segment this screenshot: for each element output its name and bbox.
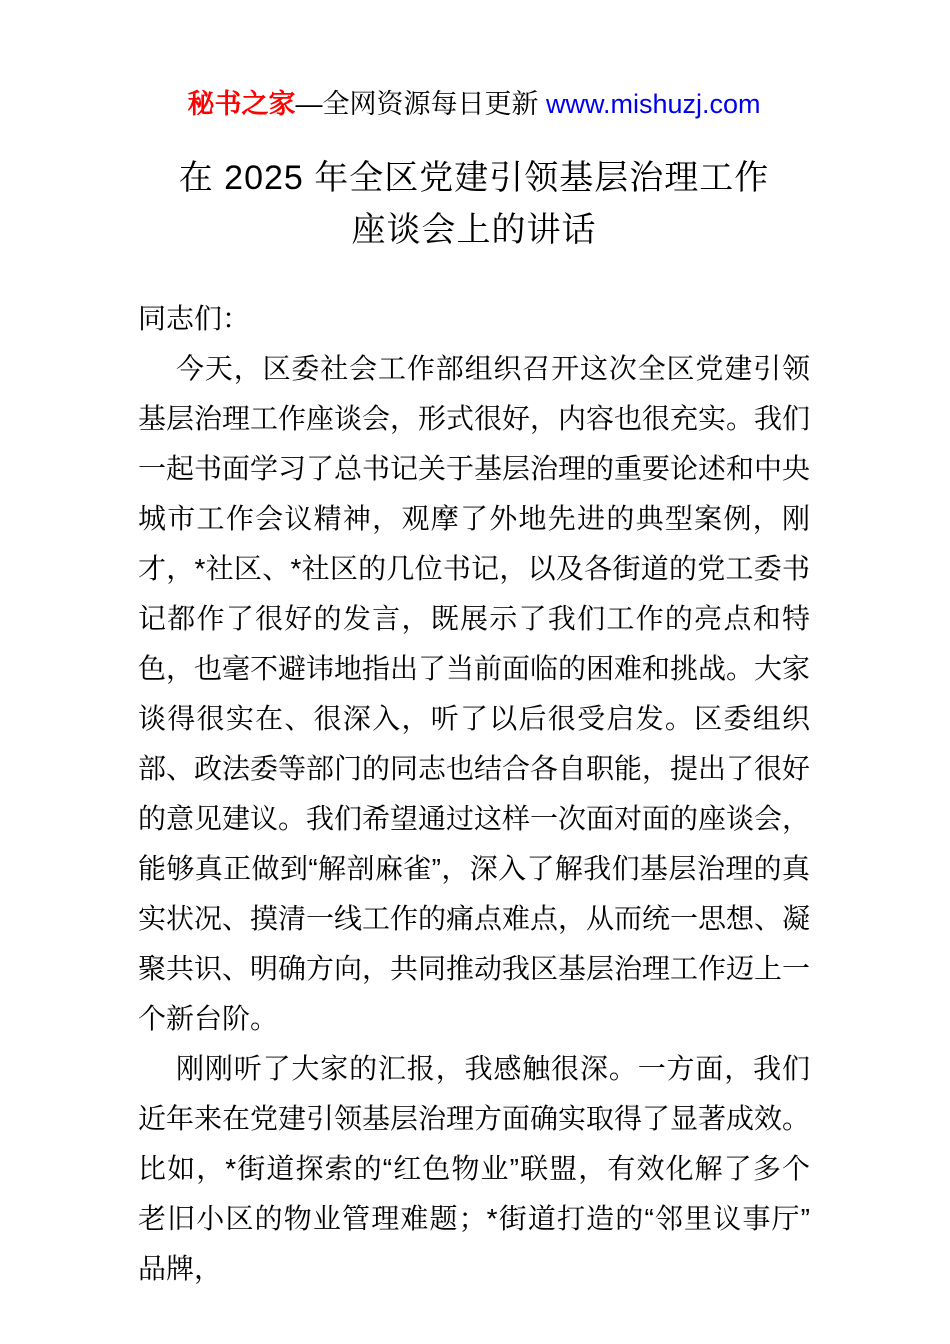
site-url-link[interactable]: www.mishuzj.com [545,89,761,119]
header-tagline: —全网资源每日更新 [295,89,546,119]
site-brand: 秘书之家 [187,89,296,119]
document-title [138,152,810,256]
document-body [138,294,810,1294]
document-title-line-1: 在 2025 年全区党建引领基层治理工作 [178,159,770,197]
document-title-line-2: 座谈会上的讲话 [351,211,597,249]
salutation: 同志们： [138,303,251,334]
body-paragraph: 今天，区委社会工作部组织召开这次全区党建引领基层治理工作座谈会，形式很好，内容也很充实。我们一起书面学习了总书记关于基层治理的重要论述和中央城市工作会议精神，观摩了外地先进的典型案例，刚才，*社区、*社区的几位书记，以及各街道的党工委书记都作了很好的发言，既展示了我们工作的亮点和特色，也毫不避讳地指出了当前面临的困难和挑战。大家谈得很实在、很深入，听了以后很受启发。区委组织部、政法委等部门的同志也结合各自职能，提出了很好的意见建议。我们希望通过这样一次面对面的座谈会，能够真正做到“解剖麻雀”，深入了解我们基层治理的真实状况、摸清一线工作的痛点难点，从而统一思想、凝聚共识、明确方向，共同推动我区基层治理工作迈上一个新台阶。 [138,353,811,1034]
body-paragraph: 刚刚听了大家的汇报，我感触很深。一方面，我们近年来在党建引领基层治理方面确实取得了显著成效。比如，*街道探索的“红色物业”联盟，有效化解了多个老旧小区的物业管理难题；*街道打造的“邻里议事厅”品牌， [138,1053,811,1284]
site-header [138,86,810,122]
